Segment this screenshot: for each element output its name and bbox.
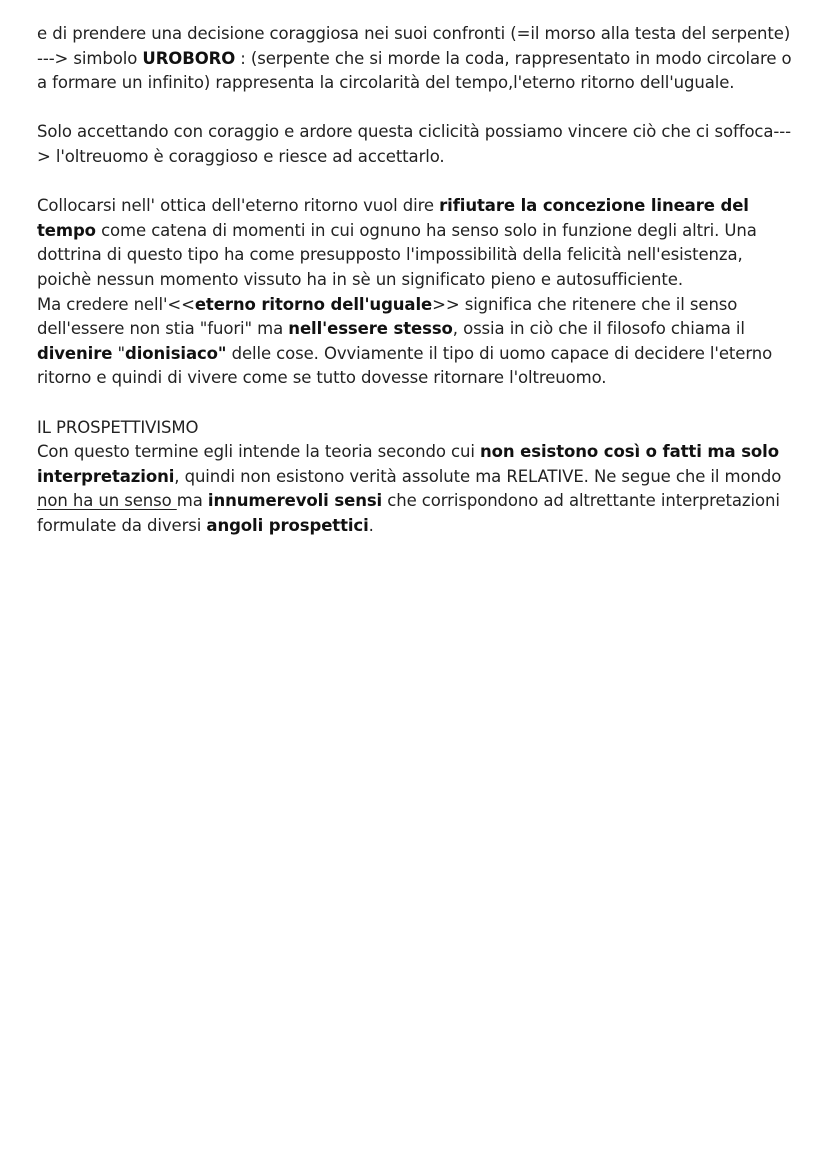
bold-term-essere-stesso: nell'essere stesso	[288, 319, 453, 339]
underlined-term-senso: non ha un senso	[37, 491, 177, 511]
paragraph-senso-essere	[37, 293, 797, 391]
text-span: , ossia in ciò che il filosofo chiama il	[452, 319, 745, 339]
text-span: .	[368, 515, 374, 535]
paragraph-gap	[37, 391, 797, 416]
text-span: che corrispondono ad altrettante interpretazioni formulate da diversi	[37, 491, 780, 535]
text-span: Solo accettando con coraggio e ardore questa ciclicità possiamo vincere ciò che ci soffoca---> l'oltreuomo è coraggioso e riesce ad accettarlo.	[37, 122, 791, 166]
text-span: "	[112, 343, 125, 363]
text-span: >> significa che ritenere che il senso dell'essere non stia "fuori" ma	[37, 294, 738, 339]
bold-term-angoli-prospettici: angoli prospettici	[206, 515, 369, 535]
text-span: e di prendere una decisione coraggiosa nei suoi confronti (=il morso alla testa del serpente) ---> simbolo	[37, 24, 791, 68]
paragraph-uroboro	[37, 22, 797, 96]
bold-term-eterno-ritorno: eterno ritorno dell'uguale	[194, 294, 433, 314]
bold-term-innumerevoli-sensi: innumerevoli sensi	[207, 491, 383, 511]
paragraph-gap	[37, 170, 797, 195]
bold-term-dionisiaco: dionisiaco"	[124, 343, 227, 363]
text-span: , quindi non esistono verità assolute ma RELATIVE. Ne segue che il mondo	[174, 466, 782, 486]
bold-term-divenire: divenire	[37, 343, 113, 363]
text-span: delle cose. Ovviamente il tipo di uomo capace di decidere l'eterno ritorno e quindi di vivere come se tutto dovesse ritornare l'oltreuomo.	[37, 343, 773, 388]
bold-term-concezione-lineare: rifiutare la concezione lineare del tempo	[37, 196, 749, 240]
bold-term-interpretazioni: non esistono così o fatti ma solo interpretazioni	[37, 442, 779, 486]
text-span: ma	[176, 491, 208, 511]
bold-term-uroboro: UROBORO	[142, 48, 236, 68]
paragraph-prospettivismo	[37, 440, 797, 538]
paragraph-eterno-ritorno	[37, 194, 797, 292]
text-span: Ma credere nell'<<	[37, 294, 195, 314]
document-page	[37, 22, 797, 538]
section-heading: IL PROSPETTIVISMO	[37, 417, 199, 437]
text-span: Collocarsi nell' ottica dell'eterno ritorno vuol dire	[37, 196, 440, 216]
text-span: Con questo termine egli intende la teoria secondo cui	[37, 442, 480, 462]
paragraph-gap	[37, 96, 797, 121]
text-span: come catena di momenti in cui ognuno ha senso solo in funzione degli altri. Una dottrina di questo tipo ha come presupposto l'impossibilità della felicità nell'esistenza, poichè nessun momento vissuto ha in sè un significato pieno e autosufficiente.	[37, 220, 757, 289]
paragraph-coraggio	[37, 120, 797, 169]
text-span: : (serpente che si morde la coda, rappresentato in modo circolare o a formare un infinito) rappresenta la circolarità del tempo,l'eterno ritorno dell'uguale.	[37, 48, 792, 93]
